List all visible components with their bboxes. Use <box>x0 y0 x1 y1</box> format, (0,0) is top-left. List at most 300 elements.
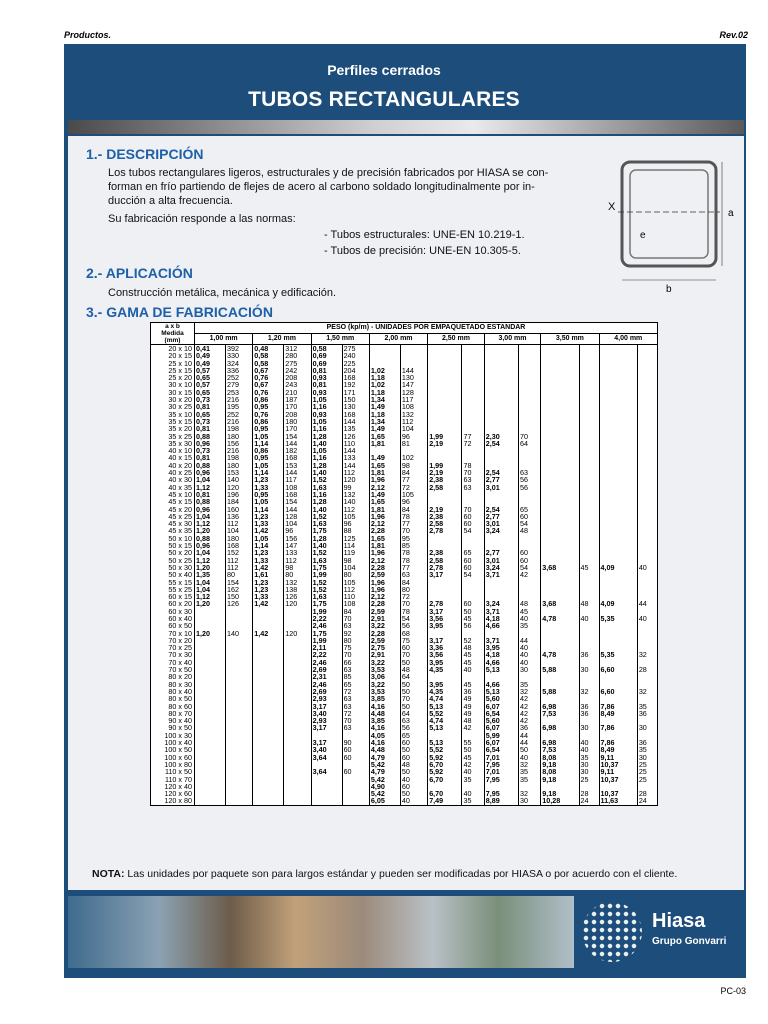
weight-cell <box>253 615 284 622</box>
weight-cell: 1,16 <box>311 491 342 498</box>
weight-cell <box>253 724 284 731</box>
weight-cell <box>428 491 462 498</box>
units-cell <box>637 630 657 637</box>
units-cell: 48 <box>462 717 484 724</box>
weight-cell: 1,99 <box>428 462 462 469</box>
units-cell: 63 <box>342 695 369 702</box>
weight-cell: 1,16 <box>311 403 342 410</box>
weight-cell: 0,69 <box>311 352 342 359</box>
units-cell: 112 <box>342 506 369 513</box>
units-cell <box>284 761 311 768</box>
units-cell: 32 <box>519 790 541 797</box>
units-cell <box>225 776 252 783</box>
size-cell: 30 x 20 <box>151 396 195 403</box>
units-cell: 35 <box>637 746 657 753</box>
weight-cell: 4,74 <box>428 695 462 702</box>
units-cell <box>462 447 484 454</box>
weight-cell: 4,18 <box>484 651 518 658</box>
weight-cell: 1,05 <box>253 433 284 440</box>
units-cell: 78 <box>400 513 427 520</box>
units-cell: 44 <box>519 637 541 644</box>
units-cell <box>519 454 541 461</box>
weight-cell: 1,23 <box>253 579 284 586</box>
weight-cell: 2,28 <box>369 564 400 571</box>
units-cell: 120 <box>342 476 369 483</box>
units-cell <box>225 746 252 753</box>
size-cell: 40 x 35 <box>151 484 195 491</box>
units-cell <box>637 571 657 578</box>
weight-cell <box>599 637 637 644</box>
weight-cell: 1,65 <box>369 462 400 469</box>
weight-cell <box>253 783 284 790</box>
units-cell: 108 <box>342 600 369 607</box>
weight-cell: 3,22 <box>369 681 400 688</box>
units-cell: 110 <box>342 593 369 600</box>
weight-cell <box>428 535 462 542</box>
weight-cell: 0,88 <box>195 462 226 469</box>
size-cell: 60 x 30 <box>151 608 195 615</box>
units-cell <box>225 783 252 790</box>
weight-cell <box>484 403 518 410</box>
weight-cell <box>195 724 226 731</box>
units-cell <box>637 506 657 513</box>
weight-cell: 3,24 <box>484 564 518 571</box>
units-cell: 240 <box>342 352 369 359</box>
size-cell: 60 x 20 <box>151 600 195 607</box>
units-cell: 56 <box>519 484 541 491</box>
weight-cell <box>428 403 462 410</box>
units-cell: 48 <box>519 527 541 534</box>
units-cell: 96 <box>342 520 369 527</box>
units-cell <box>284 790 311 797</box>
weight-cell: 3,17 <box>311 724 342 731</box>
weight-cell <box>195 783 226 790</box>
weight-cell: 4,48 <box>369 746 400 753</box>
units-cell: 32 <box>519 761 541 768</box>
size-cell: 40 x 15 <box>151 454 195 461</box>
weight-cell: 2,19 <box>428 440 462 447</box>
weight-cell: 6,60 <box>599 688 637 695</box>
weight-cell: 4,66 <box>484 681 518 688</box>
units-cell: 60 <box>342 746 369 753</box>
weight-cell: 0,96 <box>195 542 226 549</box>
weight-cell: 1,96 <box>369 549 400 556</box>
weight-cell: 1,63 <box>311 484 342 491</box>
units-cell <box>637 447 657 454</box>
weight-cell: 1,40 <box>311 469 342 476</box>
weight-cell: 0,96 <box>195 506 226 513</box>
units-cell: 210 <box>284 389 311 396</box>
weight-cell <box>599 476 637 483</box>
thickness-header: 2,00 mm <box>369 334 427 345</box>
units-cell <box>579 360 599 367</box>
units-cell: 54 <box>462 571 484 578</box>
weight-cell <box>195 797 226 805</box>
units-cell: 144 <box>342 462 369 469</box>
units-cell: 35 <box>462 797 484 805</box>
units-cell <box>579 535 599 542</box>
weight-cell: 3,17 <box>428 571 462 578</box>
weight-cell: 6,60 <box>599 666 637 673</box>
units-cell: 60 <box>342 768 369 775</box>
units-cell: 45 <box>462 659 484 666</box>
weight-cell: 5,13 <box>428 739 462 746</box>
units-cell: 72 <box>462 440 484 447</box>
weight-cell: 1,05 <box>253 498 284 505</box>
weight-cell <box>541 520 579 527</box>
units-cell: 70 <box>342 651 369 658</box>
units-cell: 50 <box>400 688 427 695</box>
units-cell: 132 <box>400 411 427 418</box>
units-cell <box>637 396 657 403</box>
units-cell: 63 <box>400 571 427 578</box>
size-cell: 50 x 30 <box>151 564 195 571</box>
units-cell: 42 <box>519 571 541 578</box>
units-cell: 40 <box>462 666 484 673</box>
weight-cell: 1,42 <box>253 630 284 637</box>
weight-cell <box>311 783 342 790</box>
units-cell: 77 <box>462 433 484 440</box>
weight-cell: 1,28 <box>311 498 342 505</box>
units-cell <box>579 381 599 388</box>
units-cell: 52 <box>462 637 484 644</box>
weight-cell <box>599 345 637 353</box>
units-cell: 48 <box>519 600 541 607</box>
units-cell: 32 <box>519 688 541 695</box>
weight-cell <box>484 345 518 353</box>
weight-cell <box>484 367 518 374</box>
size-cell: 45 x 35 <box>151 527 195 534</box>
weight-cell <box>599 630 637 637</box>
weight-cell <box>253 651 284 658</box>
units-cell: 35 <box>579 754 599 761</box>
units-cell: 280 <box>284 352 311 359</box>
units-cell <box>284 797 311 805</box>
units-cell: 208 <box>284 374 311 381</box>
units-cell: 50 <box>400 768 427 775</box>
units-cell: 48 <box>400 666 427 673</box>
size-cell: 25 x 15 <box>151 367 195 374</box>
units-cell: 104 <box>225 527 252 534</box>
weight-cell: 7,49 <box>428 797 462 805</box>
weight-cell: 0,58 <box>311 345 342 353</box>
units-cell: 96 <box>400 433 427 440</box>
units-cell: 84 <box>400 506 427 513</box>
weight-cell <box>253 695 284 702</box>
weight-cell: 6,07 <box>484 724 518 731</box>
weight-cell: 0,81 <box>195 454 226 461</box>
units-cell: 60 <box>400 754 427 761</box>
units-cell: 85 <box>400 542 427 549</box>
weight-cell: 2,77 <box>484 476 518 483</box>
weight-cell: 5,13 <box>484 666 518 673</box>
units-cell: 60 <box>462 600 484 607</box>
units-cell: 68 <box>400 630 427 637</box>
units-cell <box>637 440 657 447</box>
thickness-header: 3,50 mm <box>541 334 599 345</box>
units-cell <box>637 374 657 381</box>
weight-cell: 1,18 <box>369 411 400 418</box>
weight-cell: 3,17 <box>311 739 342 746</box>
units-cell <box>637 637 657 644</box>
units-cell <box>225 710 252 717</box>
units-cell <box>519 411 541 418</box>
units-cell: 112 <box>225 520 252 527</box>
weight-cell: 1,02 <box>369 367 400 374</box>
weight-cell <box>195 768 226 775</box>
weight-cell: 2,93 <box>311 717 342 724</box>
weight-cell: 0,65 <box>195 374 226 381</box>
weight-cell <box>599 520 637 527</box>
units-cell: 132 <box>284 579 311 586</box>
units-cell: 44 <box>519 732 541 739</box>
weight-cell: 1,99 <box>428 433 462 440</box>
units-cell: 144 <box>400 367 427 374</box>
weight-cell <box>599 622 637 629</box>
weight-cell: 5,13 <box>484 688 518 695</box>
weight-cell <box>541 506 579 513</box>
units-cell: 50 <box>519 746 541 753</box>
weight-cell: 2,12 <box>369 557 400 564</box>
weight-cell: 5,35 <box>599 615 637 622</box>
units-cell <box>225 754 252 761</box>
size-cell: 100 x 30 <box>151 732 195 739</box>
weight-cell: 1,28 <box>311 535 342 542</box>
units-cell: 45 <box>519 608 541 615</box>
units-cell <box>637 520 657 527</box>
units-cell: 24 <box>579 797 599 805</box>
units-cell: 126 <box>284 593 311 600</box>
weight-cell: 0,88 <box>195 498 226 505</box>
units-cell <box>579 352 599 359</box>
weight-cell: 3,22 <box>369 659 400 666</box>
weight-cell: 5,52 <box>428 746 462 753</box>
size-cell: 35 x 10 <box>151 411 195 418</box>
units-cell <box>284 666 311 673</box>
weight-cell: 1,33 <box>253 593 284 600</box>
units-cell: 252 <box>225 411 252 418</box>
weight-cell <box>599 535 637 542</box>
thickness-header: 4,00 mm <box>599 334 657 345</box>
units-cell: 72 <box>400 593 427 600</box>
units-cell: 36 <box>579 703 599 710</box>
units-cell: 80 <box>342 571 369 578</box>
weight-cell: 3,64 <box>311 768 342 775</box>
units-cell: 147 <box>284 542 311 549</box>
weight-cell <box>541 425 579 432</box>
weight-cell: 1,20 <box>195 600 226 607</box>
weight-cell <box>428 345 462 353</box>
weight-cell: 2,46 <box>311 681 342 688</box>
units-cell: 42 <box>519 703 541 710</box>
units-cell: 80 <box>225 571 252 578</box>
units-cell: 216 <box>225 447 252 454</box>
units-cell <box>225 608 252 615</box>
units-cell: 40 <box>519 659 541 666</box>
weight-cell <box>599 374 637 381</box>
weight-cell: 0,58 <box>253 352 284 359</box>
size-cell: 35 x 15 <box>151 418 195 425</box>
units-cell <box>579 367 599 374</box>
note-label: NOTA: <box>92 868 125 880</box>
weight-cell: 5,42 <box>369 761 400 768</box>
weight-cell: 0,93 <box>311 374 342 381</box>
weight-cell: 1,52 <box>311 579 342 586</box>
weight-cell: 6,70 <box>428 761 462 768</box>
weight-cell: 7,95 <box>484 761 518 768</box>
units-cell: 24 <box>637 797 657 805</box>
units-cell <box>342 790 369 797</box>
units-cell <box>284 659 311 666</box>
units-cell <box>284 703 311 710</box>
size-cell: 40 x 10 <box>151 447 195 454</box>
weight-cell: 4,05 <box>369 732 400 739</box>
weight-cell: 0,48 <box>253 345 284 353</box>
units-cell <box>579 630 599 637</box>
units-cell <box>284 608 311 615</box>
weight-cell <box>253 637 284 644</box>
weight-cell: 1,14 <box>253 469 284 476</box>
units-cell: 60 <box>462 513 484 520</box>
weight-cell: 1,96 <box>369 513 400 520</box>
units-cell: 330 <box>225 352 252 359</box>
page-header <box>64 30 748 40</box>
units-cell <box>519 491 541 498</box>
units-cell: 170 <box>284 425 311 432</box>
units-cell: 88 <box>342 527 369 534</box>
weight-cell: 2,58 <box>428 557 462 564</box>
weight-cell: 0,69 <box>311 360 342 367</box>
units-cell: 184 <box>225 498 252 505</box>
weight-cell: 1,05 <box>253 462 284 469</box>
weight-cell: 1,04 <box>195 579 226 586</box>
units-cell: 60 <box>400 644 427 651</box>
size-cell: 45 x 10 <box>151 491 195 498</box>
units-cell <box>579 425 599 432</box>
weight-cell: 3,95 <box>428 681 462 688</box>
weight-cell: 1,52 <box>311 549 342 556</box>
units-cell <box>284 673 311 680</box>
weight-cell: 1,28 <box>311 433 342 440</box>
weight-cell: 2,77 <box>484 549 518 556</box>
units-cell: 126 <box>225 600 252 607</box>
size-cell: 40 x 20 <box>151 462 195 469</box>
weight-cell <box>428 360 462 367</box>
units-cell <box>225 761 252 768</box>
units-cell <box>462 345 484 353</box>
size-cell: 110 x 50 <box>151 768 195 775</box>
weight-cell: 2,75 <box>369 644 400 651</box>
weight-cell: 5,60 <box>484 695 518 702</box>
units-cell: 40 <box>400 776 427 783</box>
weight-cell <box>253 739 284 746</box>
units-cell: 56 <box>400 724 427 731</box>
size-cell: 70 x 20 <box>151 637 195 644</box>
weight-cell: 1,33 <box>253 484 284 491</box>
weight-cell <box>599 425 637 432</box>
weight-cell <box>369 352 400 359</box>
weight-cell: 1,05 <box>253 535 284 542</box>
units-cell: 336 <box>225 367 252 374</box>
weight-cell: 3,40 <box>311 746 342 753</box>
units-cell <box>637 345 657 353</box>
units-cell <box>637 622 657 629</box>
size-cell: 70 x 25 <box>151 644 195 651</box>
units-cell: 54 <box>462 527 484 534</box>
units-cell: 243 <box>284 381 311 388</box>
weight-cell: 0,86 <box>253 396 284 403</box>
weight-cell <box>599 571 637 578</box>
units-cell: 133 <box>284 549 311 556</box>
weight-cell: 8,49 <box>599 746 637 753</box>
size-cell: 50 x 15 <box>151 542 195 549</box>
size-cell: 100 x 60 <box>151 754 195 761</box>
weight-cell <box>541 396 579 403</box>
weight-cell: 2,46 <box>311 622 342 629</box>
units-cell: 275 <box>342 345 369 353</box>
weight-cell <box>541 630 579 637</box>
units-cell: 70 <box>342 717 369 724</box>
size-cell: 70 x 30 <box>151 651 195 658</box>
weight-cell: 0,95 <box>253 403 284 410</box>
weight-cell: 2,58 <box>428 484 462 491</box>
units-cell <box>637 367 657 374</box>
weight-cell <box>484 586 518 593</box>
weight-cell: 3,24 <box>484 600 518 607</box>
weight-cell: 7,01 <box>484 754 518 761</box>
units-cell: 42 <box>519 695 541 702</box>
weight-cell <box>484 411 518 418</box>
weight-cell <box>599 403 637 410</box>
units-cell: 98 <box>342 557 369 564</box>
units-cell <box>579 454 599 461</box>
weight-cell <box>541 367 579 374</box>
units-cell: 168 <box>342 411 369 418</box>
units-cell: 48 <box>462 644 484 651</box>
weight-cell <box>599 352 637 359</box>
units-cell: 156 <box>284 535 311 542</box>
units-cell <box>519 374 541 381</box>
weight-cell: 3,17 <box>428 637 462 644</box>
weight-cell: 1,05 <box>311 418 342 425</box>
weight-cell: 5,92 <box>428 754 462 761</box>
weight-cell <box>195 739 226 746</box>
page-subtitle: Perfiles cerrados <box>327 62 441 78</box>
weight-cell: 2,31 <box>311 673 342 680</box>
weight-cell <box>195 644 226 651</box>
weight-cell <box>195 681 226 688</box>
weight-cell: 1,14 <box>253 506 284 513</box>
weight-cell: 9,18 <box>541 761 579 768</box>
units-cell: 130 <box>400 374 427 381</box>
weight-cell: 3,01 <box>484 520 518 527</box>
weight-cell <box>369 345 400 353</box>
units-cell: 279 <box>225 381 252 388</box>
weight-cell: 1,16 <box>311 454 342 461</box>
units-cell: 132 <box>342 491 369 498</box>
weight-cell: 7,95 <box>484 776 518 783</box>
weight-cell: 1,49 <box>369 454 400 461</box>
weight-cell <box>541 418 579 425</box>
weight-cell: 0,67 <box>253 367 284 374</box>
units-cell: 180 <box>225 433 252 440</box>
weight-cell: 0,65 <box>195 411 226 418</box>
units-cell <box>519 396 541 403</box>
units-cell <box>579 476 599 483</box>
weight-cell: 1,18 <box>369 374 400 381</box>
weight-cell <box>253 659 284 666</box>
weight-cell: 3,01 <box>484 557 518 564</box>
